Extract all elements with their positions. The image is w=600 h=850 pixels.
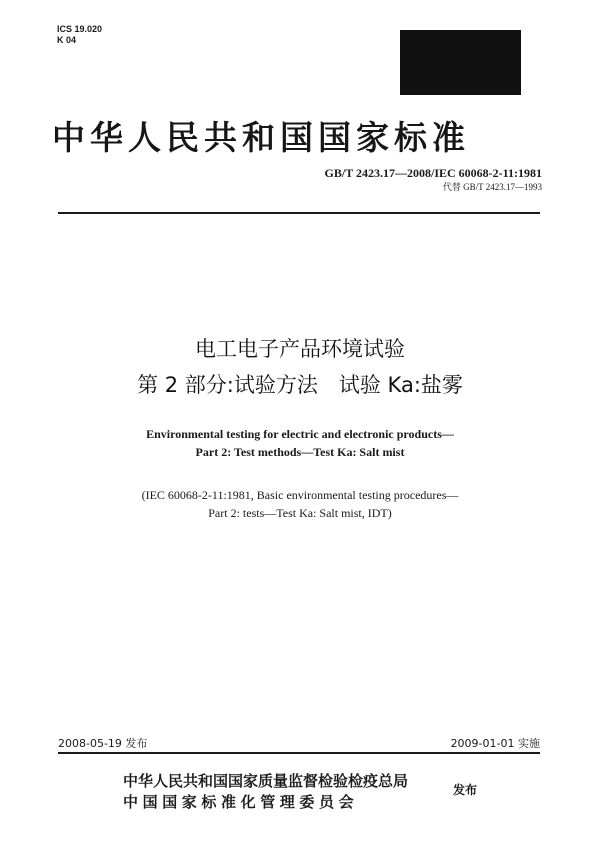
- redaction-box: [400, 30, 521, 95]
- iec-reference-line-2: Part 2: tests—Test Ka: Salt mist, IDT): [208, 506, 392, 520]
- standard-category-title: 中华人民共和国国家标准: [52, 118, 470, 157]
- english-title-line-1: Environmental testing for electric and electronic products—: [146, 427, 454, 441]
- classification-codes: [57, 24, 102, 46]
- replaces-standard: 代替 GB/T 2423.17—1993: [442, 182, 542, 192]
- standard-number: GB/T 2423.17—2008/IEC 60068-2-11:1981: [324, 166, 542, 180]
- chinese-title-line-2: 第 2 部分:试验方法 试验 Ka:盐雾: [137, 373, 463, 397]
- publisher-org-line-2: 中国国家标准化管理委员会: [123, 793, 359, 811]
- bottom-divider: [58, 752, 540, 754]
- chinese-title-line-1: 电工电子产品环境试验: [195, 337, 405, 361]
- implementation-date: 2009-01-01 实施: [450, 737, 540, 750]
- top-divider: [58, 212, 540, 214]
- iec-reference-line-1: (IEC 60068-2-11:1981, Basic environmental testing procedures—: [141, 488, 459, 502]
- publisher-org-line-1: 中华人民共和国国家质量监督检验检疫总局: [123, 772, 409, 790]
- publish-label: 发布: [453, 783, 478, 797]
- issue-date: 2008-05-19 发布: [58, 737, 148, 750]
- english-title-line-2: Part 2: Test methods—Test Ka: Salt mist: [195, 445, 405, 459]
- ics-code: ICS 19.020: [57, 24, 103, 34]
- ccs-code: K 04: [57, 35, 77, 45]
